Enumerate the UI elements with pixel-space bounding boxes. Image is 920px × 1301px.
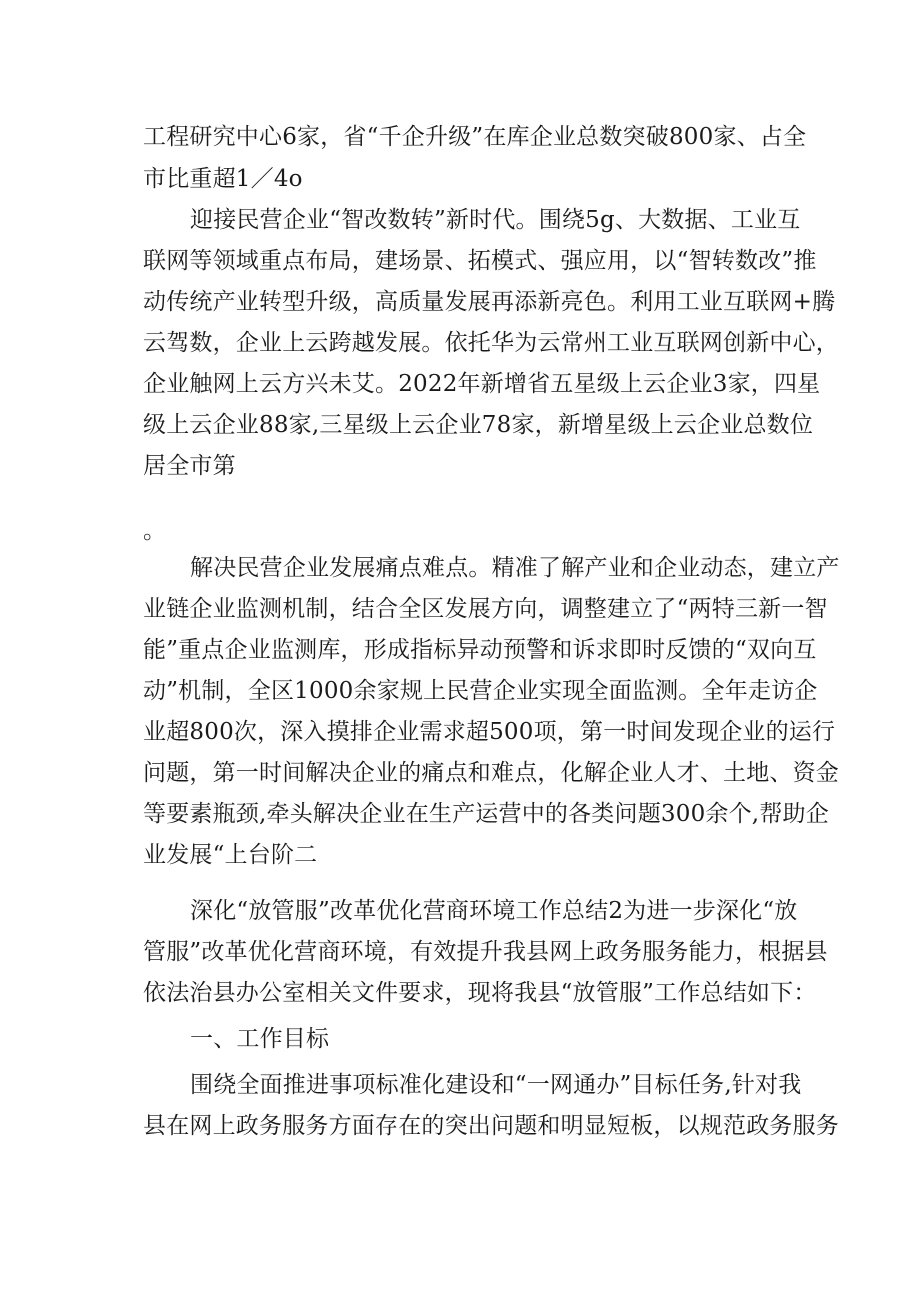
- text-line: 。: [143, 518, 167, 544]
- text-line: 迎接民营企业“智改数转”新时代。围绕5g、大数据、工业互: [190, 207, 801, 233]
- text-line: 云驾数，企业上云跨越发展。依托华为云常州工业互联网创新中心，: [143, 330, 839, 356]
- text-line: 级上云企业88家,三星级上云企业78家，新增星级上云企业总数位: [143, 412, 814, 438]
- text-line: 依法治县办公室相关文件要求，现将我县“放管服”工作总结如下：: [143, 980, 817, 1006]
- text-line: 联网等领域重点布局，建场景、拓模式、强应用，以“智转数改”推: [143, 248, 817, 274]
- text-line: 动传统产业转型升级，高质量发展再添新亮色。利用工业互联网+腾: [143, 289, 836, 315]
- text-line: 业发展“上台阶二: [143, 842, 318, 868]
- text-line: 动”机制，全区1000余家规上民营企业实现全面监测。全年走访企: [143, 678, 818, 704]
- text-line: 管服”改革优化营商环境，有效提升我县网上政务服务能力，根据县: [143, 939, 828, 965]
- text-line: 县在网上政务服务方面存在的突出问题和明显短板，以规范政务服务: [143, 1113, 839, 1139]
- text-line: 业链企业监测机制，结合全区发展方向，调整建立了“两特三新一智: [143, 596, 828, 622]
- text-line: 问题，第一时间解决企业的痛点和难点，化解企业人才、土地、资金: [143, 760, 839, 786]
- text-line: 能”重点企业监测库，形成指标异动预警和诉求即时反馈的“双向互: [143, 637, 817, 663]
- text-line: 围绕全面推进事项标准化建设和“一网通办”目标任务,针对我: [190, 1072, 802, 1098]
- text-line: 等要素瓶颈,牵头解决企业在生产运营中的各类问题300余个,帮助企: [143, 801, 829, 827]
- section-heading: 一、工作目标: [190, 1026, 330, 1052]
- text-line: 深化“放管服”改革优化营商环境工作总结2为进一步深化“放: [190, 898, 798, 924]
- text-line: 企业触网上云方兴未艾。2022年新增省五星级上云企业3家，四星: [143, 371, 821, 397]
- text-line: 解决民营企业发展痛点难点。精准了解产业和企业动态，建立产: [190, 555, 840, 581]
- text-line: 业超800次，深入摸排企业需求超500项，第一时间发现企业的运行: [143, 719, 836, 745]
- text-line: 居全市第: [143, 453, 236, 479]
- text-line: 工程研究中心6家，省“千企升级”在库企业总数突破800家、占全: [143, 124, 807, 150]
- text-line: 市比重超1／4o: [143, 166, 303, 192]
